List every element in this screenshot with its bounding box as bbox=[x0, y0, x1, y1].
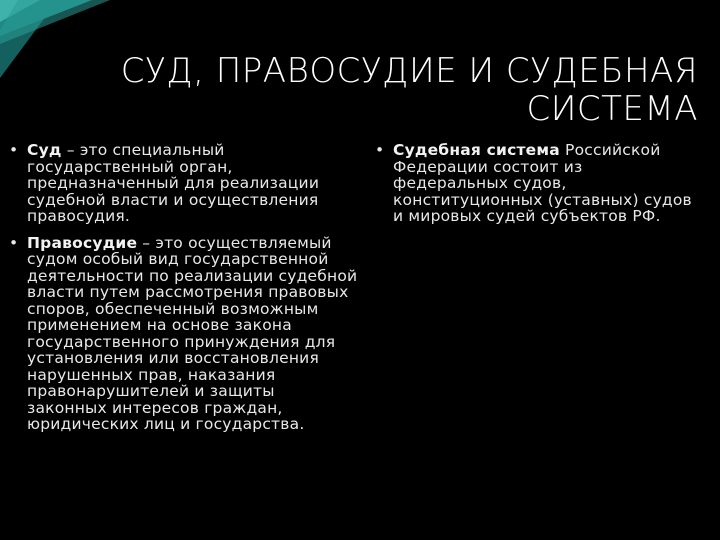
ribbon-accent bbox=[0, 0, 110, 44]
slide-title-line2: СИСТЕМА bbox=[526, 89, 698, 129]
right-bullet-list bbox=[372, 142, 702, 225]
definition-sud: – это специальный государственный орган, предназначенный для реализации судебной власти и осуществления правосудия. bbox=[27, 141, 320, 225]
bullet-item-pravosudie bbox=[6, 235, 358, 433]
left-column bbox=[6, 142, 358, 443]
left-bullet-list bbox=[6, 142, 358, 433]
bullet-item-sud bbox=[6, 142, 358, 225]
bullet-icon: • bbox=[9, 233, 19, 252]
bullet-icon: • bbox=[9, 141, 19, 159]
term-sud: Суд bbox=[27, 141, 62, 159]
term-pravosudie: Правосудие bbox=[27, 233, 138, 252]
slide-title-line1: СУД, ПРАВОСУДИЕ И СУДЕБНАЯ bbox=[120, 51, 698, 91]
slide-title bbox=[98, 52, 698, 128]
definition-sudebnaya-sistema: Российской Федерации состоит из федеральных судов, конституционных (уставных) судов и мировых судей субъектов РФ. bbox=[393, 141, 692, 225]
right-column bbox=[372, 142, 702, 235]
definition-pravosudie: – это осуществляемый судом особый вид государственной деятельности по реализации судебной власти путем рассмотрения правовых споров, обеспеченный возможным применением на основе закона государственного принуждения для установления или восстановления нарушенных прав, наказания правонарушителей и защиты законных интересов граждан, юридических лиц и государства. bbox=[27, 233, 358, 433]
bullet-icon: • bbox=[375, 141, 385, 159]
bullet-item-sudebnaya-sistema bbox=[372, 142, 702, 225]
term-sudebnaya-sistema: Судебная система bbox=[393, 141, 560, 159]
